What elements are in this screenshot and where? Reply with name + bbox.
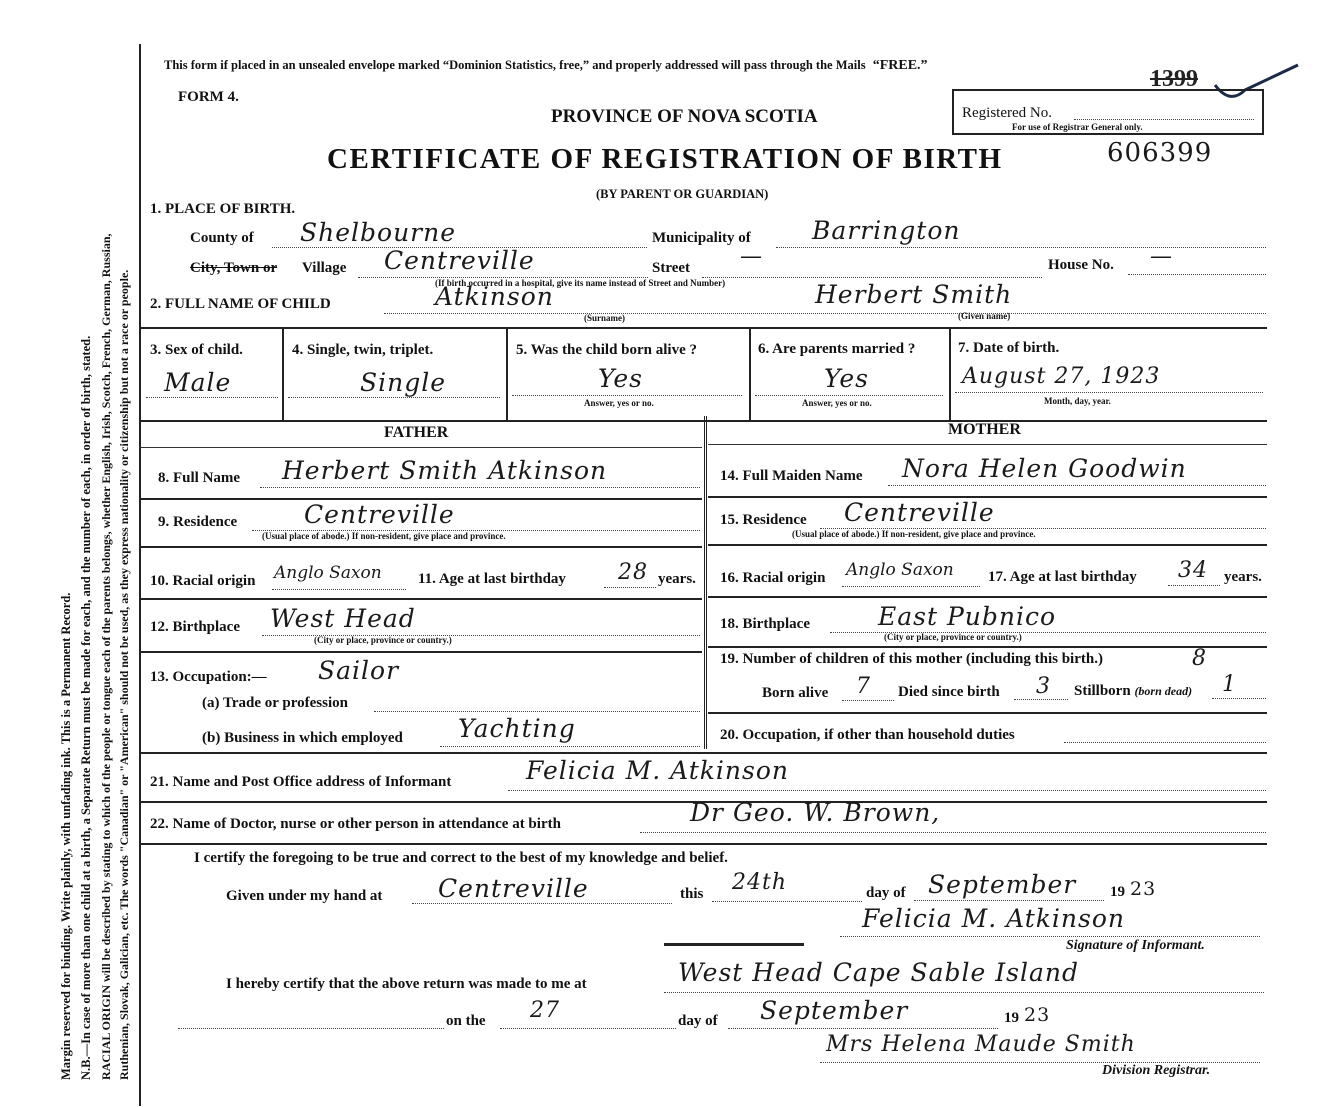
rule-after-row15 [708, 544, 1267, 546]
mail-notice [164, 58, 928, 74]
mother-years-label: years. [1224, 569, 1262, 585]
rule-after-row12 [139, 651, 702, 653]
informant-signature-line [840, 936, 1260, 937]
mother-name-label: 14. Full Maiden Name [720, 468, 863, 484]
alive-line [512, 395, 742, 396]
mother-bp-label: 18. Birthplace [720, 616, 810, 632]
certificate-title: CERTIFICATE OF REGISTRATION OF BIRTH [327, 143, 1003, 175]
mother-name-line [888, 485, 1266, 486]
child-given-name: Herbert Smith [815, 280, 1013, 309]
given-place-line [412, 903, 672, 904]
mother-age-line [1168, 585, 1220, 586]
father-years-label: years. [658, 571, 696, 587]
father-name-value: Herbert Smith Atkinson [282, 456, 608, 485]
child-surname-note: (Surname) [584, 313, 625, 323]
margin-note-multiple-births: N.B.—In case of more than one child at a birth, a Separate Return must be made for each, and the number of each, in order of birth, stated. [79, 335, 93, 1080]
registrar-year-value: 23 [1024, 1004, 1051, 1026]
dob-note: Month, day, year. [1044, 396, 1111, 406]
registrar-year-prefix: 19 [1004, 1010, 1019, 1026]
father-age-line [604, 587, 656, 588]
father-age-label: 11. Age at last birthday [418, 571, 566, 587]
mother-race-label: 16. Racial origin [720, 570, 826, 586]
rule-after-row13 [139, 752, 1267, 754]
father-name-label: 8. Full Name [158, 470, 241, 486]
stillborn-line [1212, 698, 1266, 699]
alive-value: Yes [598, 364, 643, 393]
registrar-dayof-label: day of [678, 1013, 718, 1029]
alive-note: Answer, yes or no. [584, 398, 654, 408]
born-alive-value: 7 [856, 674, 871, 699]
mother-heading: MOTHER [948, 421, 1021, 438]
certify-statement: I certify the foregoing to be true and correct to the best of my knowledge and belief. [194, 850, 728, 866]
mother-race-line [842, 586, 980, 587]
row3-divider-4 [949, 328, 951, 422]
stillborn-label-text: Stillborn [1074, 683, 1131, 699]
registered-box [952, 89, 1264, 135]
given-month-line [914, 900, 1104, 901]
municipality-line [776, 247, 1266, 248]
mother-age-value: 34 [1178, 558, 1208, 583]
father-trade-label: (a) Trade or profession [202, 695, 348, 711]
mother-children-value: 8 [1192, 646, 1207, 671]
registrar-signature-label: Division Registrar. [1102, 1063, 1211, 1078]
father-heading: FATHER [384, 424, 449, 441]
mother-age-label: 17. Age at last birthday [988, 569, 1137, 585]
informant-signature-label: Signature of Informant. [1066, 938, 1205, 953]
registered-line [1074, 119, 1254, 120]
rule-after-name [139, 327, 1267, 329]
father-race-line [272, 589, 406, 590]
registrar-signature: Mrs Helena Maude Smith [826, 1032, 1136, 1057]
father-trade-line [374, 711, 700, 712]
informant-label: 21. Name and Post Office address of Informant [150, 774, 452, 790]
plurality-label: 4. Single, twin, triplet. [292, 342, 434, 358]
given-day-line [712, 901, 862, 902]
father-race-label: 10. Racial origin [150, 573, 256, 589]
street-label: Street [652, 260, 691, 276]
citytown-struck-text: City, Town or [190, 260, 278, 276]
rule-after-row18 [708, 646, 1267, 648]
doctor-line [640, 832, 1266, 833]
dob-line [955, 392, 1263, 393]
house-label: House No. [1048, 257, 1114, 273]
crossed-number-text: 1399 [1150, 66, 1198, 92]
father-business-value: Yachting [458, 714, 576, 743]
plurality-line [288, 397, 500, 398]
father-business-line [440, 746, 700, 747]
place-heading: 1. PLACE OF BIRTH. [150, 201, 296, 217]
mother-occ-line [1064, 742, 1266, 743]
stillborn-label [1074, 683, 1192, 700]
dob-value: August 27, 1923 [962, 364, 1161, 389]
rule-after-row19 [708, 712, 1267, 714]
father-bp-note: (City or place, province or country.) [314, 635, 452, 645]
died-value: 3 [1036, 674, 1051, 699]
dob-label: 7. Date of birth. [958, 340, 1060, 356]
registrar-place-line [664, 992, 1264, 993]
margin-note-racial-origin-2: Ruthenian, Slovak, Galician, etc. The words "Canadian" or "American" should not be used, as they express nationality or citizenship but not a race or people. [117, 269, 131, 1080]
born-alive-label: Born alive [762, 685, 829, 701]
sex-line [146, 397, 278, 398]
mother-bp-note: (City or place, province or country.) [884, 632, 1022, 642]
informant-line [508, 790, 1266, 791]
doctor-value: Dr Geo. W. Brown, [690, 798, 941, 827]
registrar-lead-line [178, 1028, 444, 1029]
left-margin-rule [139, 44, 141, 1106]
informant-signature: Felicia M. Atkinson [862, 904, 1125, 933]
married-note: Answer, yes or no. [802, 398, 872, 408]
mother-res-value: Centreville [844, 498, 995, 527]
street-value: — [740, 244, 763, 269]
child-given-note: (Given name) [958, 311, 1011, 321]
registered-note: For use of Registrar General only. [1012, 122, 1143, 132]
rule-after-row22 [139, 843, 1267, 845]
father-bp-value: West Head [270, 604, 416, 633]
mother-occ-label: 20. Occupation, if other than household duties [720, 727, 1015, 743]
county-label: County of [190, 230, 254, 246]
house-line [1128, 274, 1266, 275]
registrar-statement: I hereby certify that the above return was made to me at [226, 976, 587, 992]
mother-name-value: Nora Helen Goodwin [902, 454, 1187, 483]
doctor-label: 22. Name of Doctor, nurse or other person in attendance at birth [150, 816, 561, 832]
married-label: 6. Are parents married ? [758, 341, 916, 357]
municipality-label: Municipality of [652, 230, 751, 246]
father-bp-label: 12. Birthplace [150, 619, 240, 635]
stillborn-value: 1 [1222, 672, 1237, 697]
registrar-month-line [728, 1028, 998, 1029]
father-res-value: Centreville [304, 500, 455, 529]
father-res-note: (Usual place of abode.) If non-resident, give place and province. [262, 531, 506, 541]
rule-after-row9 [139, 546, 702, 548]
sex-label: 3. Sex of child. [150, 342, 243, 358]
mother-bp-value: East Pubnico [878, 602, 1057, 631]
rule-after-row10 [139, 598, 702, 600]
born-alive-line [842, 700, 894, 701]
certificate-subtitle: (BY PARENT OR GUARDIAN) [596, 187, 769, 201]
registrar-place-value: West Head Cape Sable Island [678, 958, 1079, 987]
row3-divider-1 [282, 328, 284, 422]
village-label: Village [302, 260, 347, 276]
father-name-line [260, 487, 700, 488]
married-line [755, 395, 943, 396]
given-year-prefix: 19 [1110, 884, 1125, 900]
died-line [1014, 699, 1068, 700]
registered-label: Registered No. [962, 105, 1052, 121]
mail-notice-text: This form if placed in an unsealed envelope marked “Dominion Statistics, free,” and properly addressed will pass through the Mails [164, 58, 866, 72]
died-label: Died since birth [898, 684, 1000, 700]
rule-father-head [139, 447, 702, 448]
mother-res-label: 15. Residence [720, 512, 807, 528]
mother-children-label: 19. Number of children of this mother (including this birth.) [720, 651, 1103, 667]
registration-number: 606399 [1107, 138, 1213, 168]
margin-note-racial-origin-1: RACIAL ORIGIN will be described by stating to which of the people or tongue each of the parents belongs, whether English, Irish, Scotch, French, German, Russian, [99, 233, 113, 1080]
given-label: Given under my hand at [226, 888, 383, 904]
father-business-label: (b) Business in which employed [202, 730, 403, 746]
row3-divider-2 [506, 328, 508, 422]
mother-res-note: (Usual place of abode.) If non-resident, give place and province. [792, 529, 1036, 539]
father-occ-label: 13. Occupation:— [150, 669, 267, 685]
given-day-value: 24th [732, 870, 788, 895]
street-line [702, 277, 1042, 278]
married-value: Yes [824, 364, 869, 393]
father-race-value: Anglo Saxon [274, 563, 382, 583]
father-occ-value: Sailor [318, 656, 400, 685]
rule-mother-head [708, 444, 1267, 445]
stillborn-note: (born dead) [1134, 684, 1193, 698]
hospital-note: (If birth occurred in a hospital, give its name instead of Street and Number) [435, 278, 726, 288]
citytown-struck [190, 260, 277, 277]
given-year-value: 23 [1130, 878, 1157, 900]
child-name-label: 2. FULL NAME OF CHILD [150, 296, 331, 312]
county-value: Shelbourne [300, 218, 457, 247]
father-age-value: 28 [618, 560, 648, 585]
rule-after-row16 [708, 596, 1267, 598]
sex-value: Male [164, 368, 232, 397]
row3-divider-3 [749, 328, 751, 422]
given-this-label: this [680, 886, 704, 902]
village-value: Centreville [384, 246, 535, 275]
plurality-value: Single [360, 368, 447, 397]
father-res-label: 9. Residence [158, 514, 238, 530]
mail-free-text: “FREE.” [872, 58, 928, 73]
parents-center-divider [704, 416, 707, 749]
mother-race-value: Anglo Saxon [846, 560, 954, 580]
child-name-line [384, 313, 1266, 314]
municipality-value: Barrington [812, 216, 961, 245]
form-number: FORM 4. [178, 89, 239, 105]
registrar-day-line [500, 1028, 676, 1029]
informant-value: Felicia M. Atkinson [526, 756, 789, 785]
province-title: PROVINCE OF NOVA SCOTIA [551, 106, 818, 127]
margin-note-binding: Margin reserved for binding. Write plainly, with unfading ink. This is a Permanent Record. [59, 592, 73, 1080]
child-surname: Atkinson [435, 282, 554, 311]
registrar-day-value: 27 [530, 998, 560, 1023]
registrar-on-label: on the [446, 1013, 486, 1029]
rule-certify-separator [664, 943, 804, 946]
alive-label: 5. Was the child born alive ? [516, 342, 697, 358]
rule-after-row3 [139, 420, 1267, 422]
given-month-value: September [928, 870, 1077, 899]
given-place-value: Centreville [438, 874, 589, 903]
house-value: — [1150, 244, 1173, 269]
registrar-month-value: September [760, 996, 909, 1025]
given-dayof-label: day of [866, 885, 906, 901]
